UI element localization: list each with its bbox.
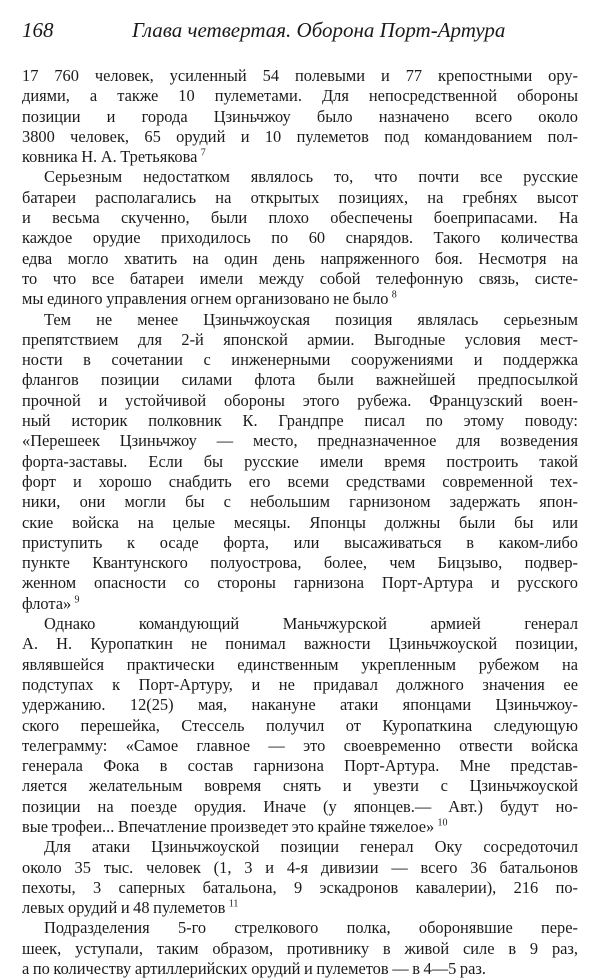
- page-header: [22, 18, 578, 48]
- footnote-marker: 8: [391, 289, 397, 301]
- text-line: батареи располагались на открытых позициях, на гребнях высот: [22, 187, 578, 207]
- text-line: 17 760 человек, усиленный 54 полевыми и 77 крепостными ору-: [22, 66, 578, 85]
- text-line: Подразделения 5-го стрелкового полка, оборонявшие пере-: [44, 918, 578, 938]
- text-line: форт и хорошо снабдить его всеми средствами современной тех-: [22, 471, 578, 491]
- text-line: Для атаки Цзиньчжоуской позиции генерал Оку сосредоточил: [44, 837, 578, 857]
- paragraph: [22, 167, 578, 309]
- page-number: 168: [22, 18, 54, 42]
- text-line: ности в сочетании с инженерными сооружениями и поддержка: [22, 350, 578, 370]
- text-line: женном опасности со стороны гарнизона Порт-Артура и русского: [22, 573, 578, 593]
- footnote-marker: 7: [200, 147, 206, 159]
- text-line: позиции и города Цзиньчжоу было назначено всего около: [22, 106, 578, 126]
- paragraph: [22, 310, 578, 614]
- footnote-marker: 9: [74, 594, 80, 606]
- text-line: генерала Фока в состав гарнизона Порт-Артура. Мне представ-: [22, 756, 578, 776]
- text-line: а по количеству артиллерийских орудий и пулеметов — в 4—5 раз.: [22, 959, 486, 979]
- text-line: 3800 человек, 65 орудий и 10 пулеметов под командованием пол-: [22, 126, 578, 146]
- paragraph: [22, 918, 578, 979]
- paragraph: [22, 837, 578, 918]
- paragraph: [22, 66, 578, 167]
- text-line: подступах к Порт-Артуру, и не придавал должного значения ее: [22, 674, 578, 694]
- text-line: едва могло хватить на один день напряженного боя. Несмотря на: [22, 248, 578, 268]
- text-line: ный историк полковник К. Грандпре писал по этому поводу:: [22, 411, 578, 431]
- footnote-marker: 10: [437, 817, 448, 829]
- text-line: каждое орудие приходилось по 60 снарядов. Такого количества: [22, 228, 578, 248]
- text-line: «Перешеек Цзиньчжоу — место, предназначенное для возведения: [22, 431, 578, 451]
- text-line: и весьма скученно, были плохо обеспечены боеприпасами. На: [22, 208, 578, 228]
- text-line: удержанию. 12(25) мая, накануне атаки японцами Цзиньчжоу-: [22, 695, 578, 715]
- text-line: вые трофеи... Впечатление произведет это крайне тяжелое» $^{10}$: [22, 816, 448, 836]
- text-line: прочной и устойчивой обороны этого рубежа. Французский воен-: [22, 390, 578, 410]
- text-line: ского перешейка, Стессель получил от Куропаткина следующую: [22, 715, 578, 735]
- text-line: левых орудий и 48 пулеметов $^{11}$: [22, 898, 239, 918]
- text-line: позиции на поезде орудия. Иначе (у японцев.— Авт.) будут но-: [22, 796, 578, 816]
- text-line: флангов позиции силами флота были важнейшей предпосылкой: [22, 370, 578, 390]
- text-line: ковника Н. А. Третьякова $^7$: [22, 147, 206, 167]
- text-line: ские войска на целые месяцы. Японцы должны были бы или: [22, 512, 578, 532]
- text-line: Тем не менее Цзиньчжоуская позиция являлась серьезным: [44, 309, 578, 329]
- text-line: диями, а также 10 пулеметами. Для непосредственной обороны: [22, 86, 578, 106]
- paragraph: [22, 614, 578, 837]
- text-line: около 35 тыс. человек (1, 3 и 4-я дивизии — всего 36 батальонов: [22, 857, 578, 877]
- text-line: препятствием для 2-й японской армии. Выгодные условия мест-: [22, 329, 578, 349]
- text-line: шеек, уступали, таким образом, противнику в живой силе в 9 раз,: [22, 938, 578, 958]
- text-line: являвшейся практически единственным укрепленным рубежом на: [22, 654, 578, 674]
- text-line: то что все батареи имели между собой телефонную связь, систе-: [22, 268, 578, 288]
- text-line: форта-заставы. Если бы русские имели время построить такой: [22, 451, 578, 471]
- text-line: Однако командующий Маньчжурской армией генерал: [44, 614, 578, 634]
- running-title: Глава четвертая. Оборона Порт-Артура: [132, 18, 506, 42]
- body-text: [22, 66, 578, 979]
- text-line: А. Н. Куропаткин не понимал важности Цзиньчжоуской позиции,: [22, 634, 578, 654]
- text-line: телеграмму: «Самое главное — это своевременно отвести войска: [22, 735, 578, 755]
- text-line: ники, они могли бы с небольшим гарнизоном задержать япон-: [22, 492, 578, 512]
- text-line: пехоты, 3 саперных батальона, 9 эскадронов кавалерии), 216 по-: [22, 877, 578, 897]
- text-line: флота» $^9$: [22, 593, 80, 613]
- text-line: пункте Квантунского полуострова, более, чем Бицзыво, подвер-: [22, 553, 578, 573]
- text-line: Серьезным недостатком являлось то, что почти все русские: [44, 167, 578, 187]
- text-line: приступить к осаде форта, или высаживаться в каком-либо: [22, 532, 578, 552]
- text-line: мы единого управления огнем организовано не было $^8$: [22, 289, 397, 309]
- text-line: ляется желательным вовремя снять и увезти с Цзиньчжоуской: [22, 776, 578, 796]
- footnote-marker: 11: [228, 898, 239, 910]
